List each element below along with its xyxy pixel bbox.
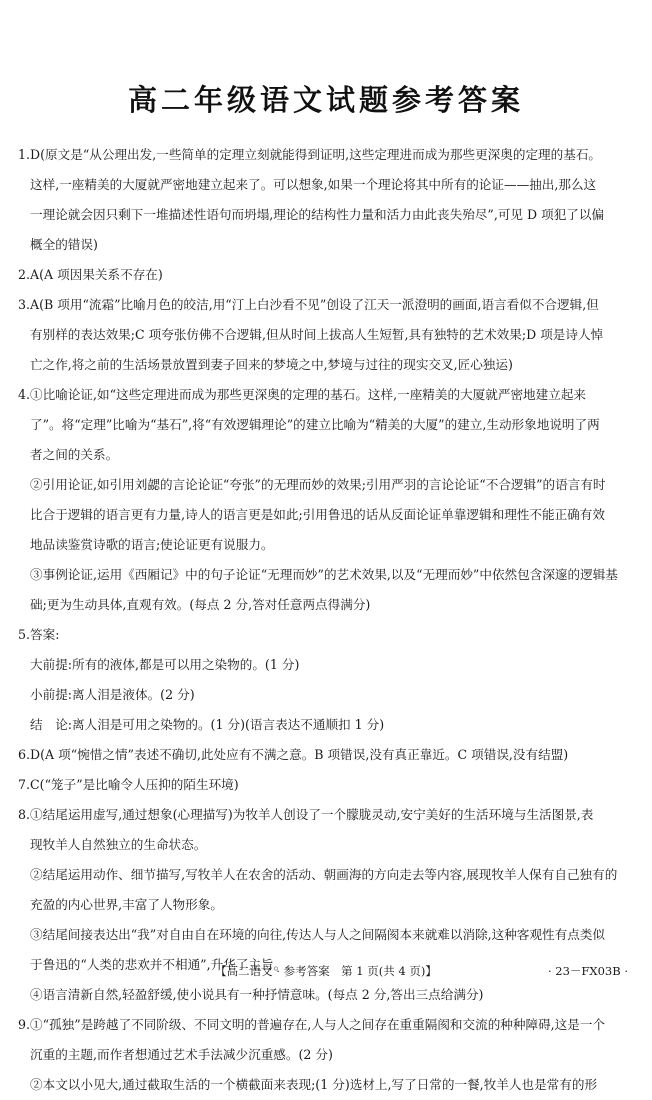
answer-item-3 bbox=[18, 290, 638, 320]
answer-line: ②结尾运用动作、细节描写,写牧羊人在农舍的活动、朝画海的方向走去等内容,展现牧羊人保有自己独有的 bbox=[30, 867, 618, 882]
answer-item-2 bbox=[18, 260, 638, 290]
answer-item-4 bbox=[18, 380, 638, 410]
answer-number: 6. bbox=[18, 747, 31, 762]
answer-line: 这样,一座精美的大厦就严密地建立起来了。可以想象,如果一个理论将其中所有的论证——抽出,那么这 bbox=[30, 177, 597, 192]
answer-item-7 bbox=[18, 770, 638, 800]
answer-line: A(B 项用“流霜”比喻月色的皎洁,用“汀上白沙看不见”创设了江天一派澄明的画面,语言看似不合逻辑,但 bbox=[30, 297, 599, 312]
answer-line: 充盈的内心世界,丰富了人物形象。 bbox=[30, 897, 223, 912]
answer-line: 亡之作,将之前的生活场景放置到妻子回来的梦境之中,梦境与过往的现实交叉,匠心独运) bbox=[30, 357, 513, 372]
answer-line: 沉重的主题,而作者想通过艺术手法减少沉重感。(2 分) bbox=[30, 1047, 333, 1062]
answer-line: 答案: bbox=[30, 627, 60, 642]
answer-line: 概全的错误) bbox=[30, 237, 98, 252]
answer-item-6 bbox=[18, 740, 638, 770]
answer-line: C(“笼子”是比喻令人压抑的陌生环境) bbox=[30, 777, 239, 792]
answer-line: 结 论:离人泪是可用之染物的。(1 分)(语言表达不通顺扣 1 分) bbox=[30, 717, 385, 732]
answer-item-9 bbox=[18, 1010, 638, 1040]
answer-item-8 bbox=[18, 800, 638, 830]
answer-line: ④语言清新自然,轻盈舒缓,使小说具有一种抒情意味。(每点 2 分,答出三点给满分) bbox=[30, 987, 484, 1002]
answer-line: 有别样的表达效果;C 项夸张仿佛不合逻辑,但从时间上拔高人生短暂,具有独特的艺术效果;D 项是诗人悼 bbox=[30, 327, 604, 342]
answer-sub-point bbox=[18, 1070, 638, 1100]
answer-line: D(原文是“从公理出发,一些简单的定理立刻就能得到证明,这些定理进而成为那些更深奥的定理的基石。 bbox=[30, 147, 602, 162]
answer-line: 比合于逻辑的语言更有力量,诗人的语言更是如此;引用鲁迅的话从反面论证单靠逻辑和理性不能正确有效 bbox=[30, 507, 605, 522]
answer-line: 大前提:所有的液体,都是可以用之染物的。(1 分) bbox=[30, 657, 300, 672]
answer-sub-point bbox=[18, 560, 638, 620]
answer-line: ①“孤独”是跨越了不同阶级、不同文明的普遍存在,人与人之间存在重重隔阂和交流的种种障碍,这是一个 bbox=[30, 1017, 606, 1032]
answer-line: ③结尾间接表达出“我”对自由自在环境的向往,传达人与人之间隔阂本来就难以消除,这种客观性有点类似 bbox=[30, 927, 606, 942]
answer-sub-point bbox=[18, 860, 638, 920]
answer-line: 础;更为生动具体,直观有效。(每点 2 分,答对任意两点得满分) bbox=[30, 597, 371, 612]
answer-line: 了”。将“定理”比喻为“基石”,将“有效逻辑理论”的建立比喻为“精美的大厦”的建立,生动形象地说明了两 bbox=[30, 417, 600, 432]
answer-line: D(A 项“惋惜之情”表述不确切,此处应有不满之意。B 项错误,没有真正靠近。C 项错误,没有结盟) bbox=[30, 747, 569, 762]
answer-line: 者之间的关系。 bbox=[30, 447, 119, 462]
answer-line: 于鲁迅的“人类的悲欢并不相通”,升华了主旨。 bbox=[30, 957, 287, 972]
answer-line: A(A 项因果关系不存在) bbox=[30, 267, 163, 282]
answer-line: ①比喻论证,如“这些定理进而成为那些更深奥的定理的基石。这样,一座精美的大厦就严密地建立起来 bbox=[30, 387, 587, 402]
answer-content bbox=[18, 140, 638, 1100]
page-footer bbox=[0, 960, 652, 982]
answer-number: 5. bbox=[18, 627, 31, 642]
answer-number: 7. bbox=[18, 777, 31, 792]
footer-page-info: 【高二语文 · 参考答案 第 1 页(共 4 页)】 bbox=[215, 964, 437, 978]
answer-line: ①结尾运用虚写,通过想象(心理描写)为牧羊人创设了一个朦胧灵动,安宁美好的生活环境与生活图景,表 bbox=[30, 807, 594, 822]
answer-number: 8. bbox=[18, 807, 31, 822]
answer-line: 地品读鉴赏诗歌的语言;使论证更有说服力。 bbox=[30, 537, 274, 552]
answer-line: 现牧羊人自然独立的生命状态。 bbox=[30, 837, 207, 852]
answer-item-5 bbox=[18, 620, 638, 650]
answer-line: ②引用论证,如引用刘勰的言论论证“夸张”的无理而妙的效果;引用严羽的言论论证“不合逻辑”的语言有时 bbox=[30, 477, 606, 492]
answer-sub-point bbox=[18, 470, 638, 560]
answer-number: 4. bbox=[18, 387, 31, 402]
answer-sub-point bbox=[18, 980, 638, 1010]
page-title: 高二年级语文试题参考答案 bbox=[127, 83, 524, 117]
answer-item-1 bbox=[18, 140, 638, 170]
answer-number: 1. bbox=[18, 147, 31, 162]
answer-number: 2. bbox=[18, 267, 31, 282]
answer-sub-point bbox=[18, 650, 638, 740]
footer-code: · 23－FX03B · bbox=[547, 964, 628, 978]
answer-line: 小前提:离人泪是液体。(2 分) bbox=[30, 687, 195, 702]
answer-number: 3. bbox=[18, 297, 31, 312]
answer-line: 一理论就会因只剩下一堆描述性语句而坍塌,理论的结构性力量和活力由此丧失殆尽”,可见 D 项犯了以偏 bbox=[30, 207, 605, 222]
answer-line: ③事例论证,运用《西厢记》中的句子论证“无理而妙”的艺术效果,以及“无理而妙”中依然包含深邃的逻辑基 bbox=[30, 567, 618, 582]
answer-number: 9. bbox=[18, 1017, 31, 1032]
answer-line: ②本文以小见大,通过截取生活的一个横截面来表现;(1 分)选材上,写了日常的一餐,牧羊人也是常有的形 bbox=[30, 1077, 598, 1092]
